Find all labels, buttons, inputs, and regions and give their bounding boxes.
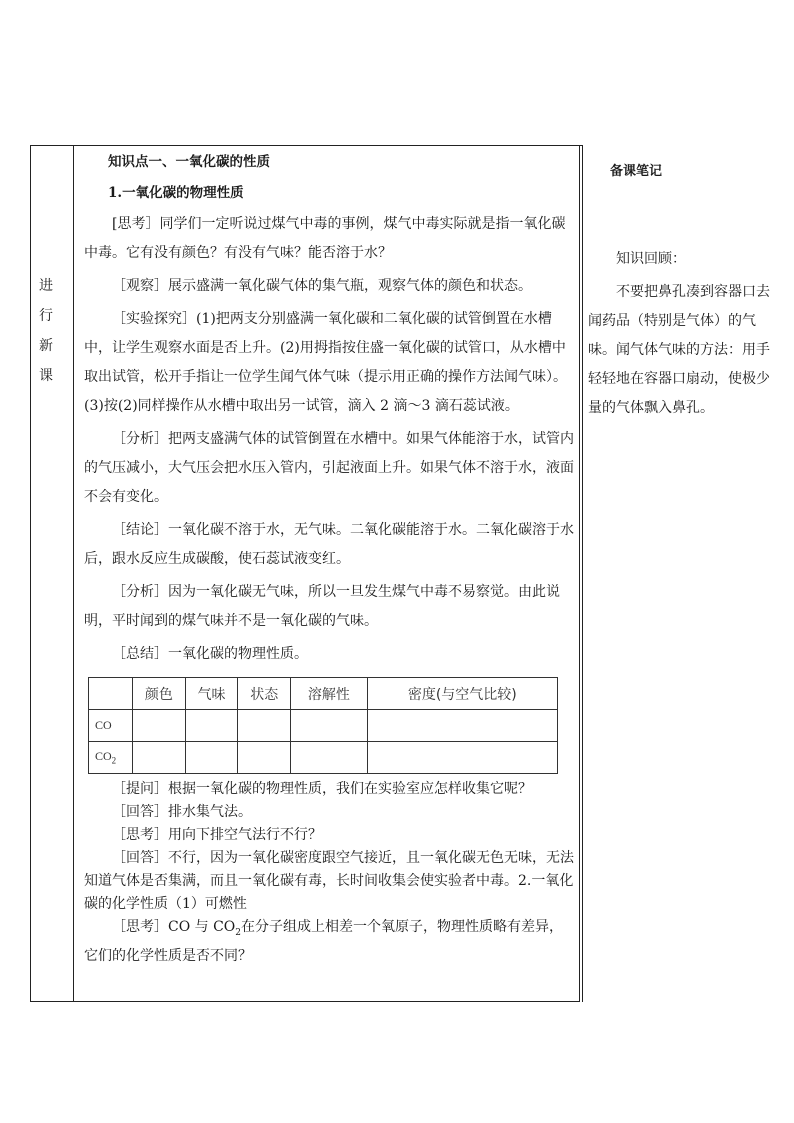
table-cell: [185, 710, 238, 742]
table-cell: [367, 710, 557, 742]
paragraph: [84, 916, 574, 968]
table-row: [89, 742, 558, 774]
lesson-content: [84, 148, 574, 968]
section-label-char: 新: [39, 338, 53, 354]
section-label-char: 行: [39, 308, 53, 324]
formula: CO: [95, 749, 112, 764]
table-cell: [133, 710, 186, 742]
formula-subscript: 2: [111, 755, 117, 766]
paragraph: ［结论］一氧化碳不溶于水，无气味。二氧化碳能溶于水。二氧化碳溶于水后，跟水反应生成碳酸，使石蕊试液变红。: [84, 522, 574, 567]
prep-notes: [588, 160, 770, 423]
table-cell: [291, 742, 368, 774]
table-header-cell: 气味: [185, 678, 238, 710]
table-row: [89, 710, 558, 742]
table-header-row: [89, 678, 558, 710]
table-cell: [89, 742, 133, 774]
paragraph: ［回答］不行，因为一氧化碳密度跟空气接近，且一氧化碳无色无味，无法知道气体是否集满，而且一氧化碳有毒，长时间收集会使实验者中毒。2.一氧化碳的化学性质（1）可燃性: [84, 850, 574, 912]
table-cell: CO: [89, 710, 133, 742]
table-cell: [238, 710, 291, 742]
paragraph: ［提问］根据一氧化碳的物理性质，我们在实验室应怎样收集它呢？: [112, 781, 532, 797]
top-border: [30, 145, 583, 146]
table-header-cell: 密度(与空气比较): [367, 678, 557, 710]
section-heading: 知识点一、一氧化碳的性质: [108, 154, 270, 170]
notes-line: 不要把鼻孔凑到容器口去闻药品（特别是气体）的气味。闻气体气味的方法：用手轻轻地在容器口扇动，使极少量的气体飘入鼻孔。: [588, 284, 770, 416]
paragraph: ［思考］用向下排空气法行不行？: [112, 827, 322, 843]
column-divider: [73, 145, 74, 1002]
paragraph: ［回答］排水集气法。: [112, 804, 252, 820]
table-cell: [185, 742, 238, 774]
text-part: ［思考］CO 与 CO: [112, 919, 236, 935]
subsection-heading: 1.一氧化碳的物理性质: [108, 185, 244, 201]
table-header-cell: 颜色: [133, 678, 186, 710]
notes-line: 知识回顾：: [616, 251, 686, 267]
section-label-char: 进: [39, 278, 53, 294]
text-part: 在分子组成上相差一个氧原子，物理性质略有差异，它们的化学性质是否不同？: [84, 919, 564, 964]
section-label-char: 课: [39, 368, 53, 384]
table-header-cell: [89, 678, 133, 710]
paragraph: [思考］同学们一定听说过煤气中毒的事例，煤气中毒实际就是指一氧化碳中毒。它有没有颜色？有没有气味？能否溶于水？: [84, 216, 566, 261]
paragraph: ［分析］把两支盛满气体的试管倒置在水槽中。如果气体能溶于水，试管内的气压减小，大气压会把水压入管内，引起液面上升。如果气体不溶于水，液面不会有变化。: [84, 431, 574, 505]
paragraph: ［实验探究］(1)把两支分别盛满一氧化碳和二氧化碳的试管倒置在水槽中，让学生观察水面是否上升。(2)用拇指按住盛一氧化碳的试管口，从水槽中取出试管，松开手指让一位学生闻气体气味（提示用正确的操作方法闻气味）。(3)按(2)同样操作从水槽中取出另一试管，滴入 2 滴～3 滴石蕊试液。: [84, 311, 567, 414]
table-header-cell: 溶解性: [291, 678, 368, 710]
formula-subscript: 2: [235, 927, 242, 938]
notes-divider: [582, 145, 583, 1002]
properties-table: [88, 677, 558, 774]
paragraph: ［观察］展示盛满一氧化碳气体的集气瓶，观察气体的颜色和状态。: [112, 278, 532, 294]
table-cell: [133, 742, 186, 774]
table-cell: [291, 710, 368, 742]
notes-title: 备课笔记: [610, 164, 663, 179]
table-cell: [367, 742, 557, 774]
table-header-cell: 状态: [238, 678, 291, 710]
table-cell: [238, 742, 291, 774]
section-label: [36, 272, 56, 392]
paragraph: ［总结］一氧化碳的物理性质。: [112, 646, 308, 662]
paragraph: ［分析］因为一氧化碳无气味，所以一旦发生煤气中毒不易察觉。由此说明，平时闻到的煤气味并不是一氧化碳的气味。: [84, 584, 560, 629]
